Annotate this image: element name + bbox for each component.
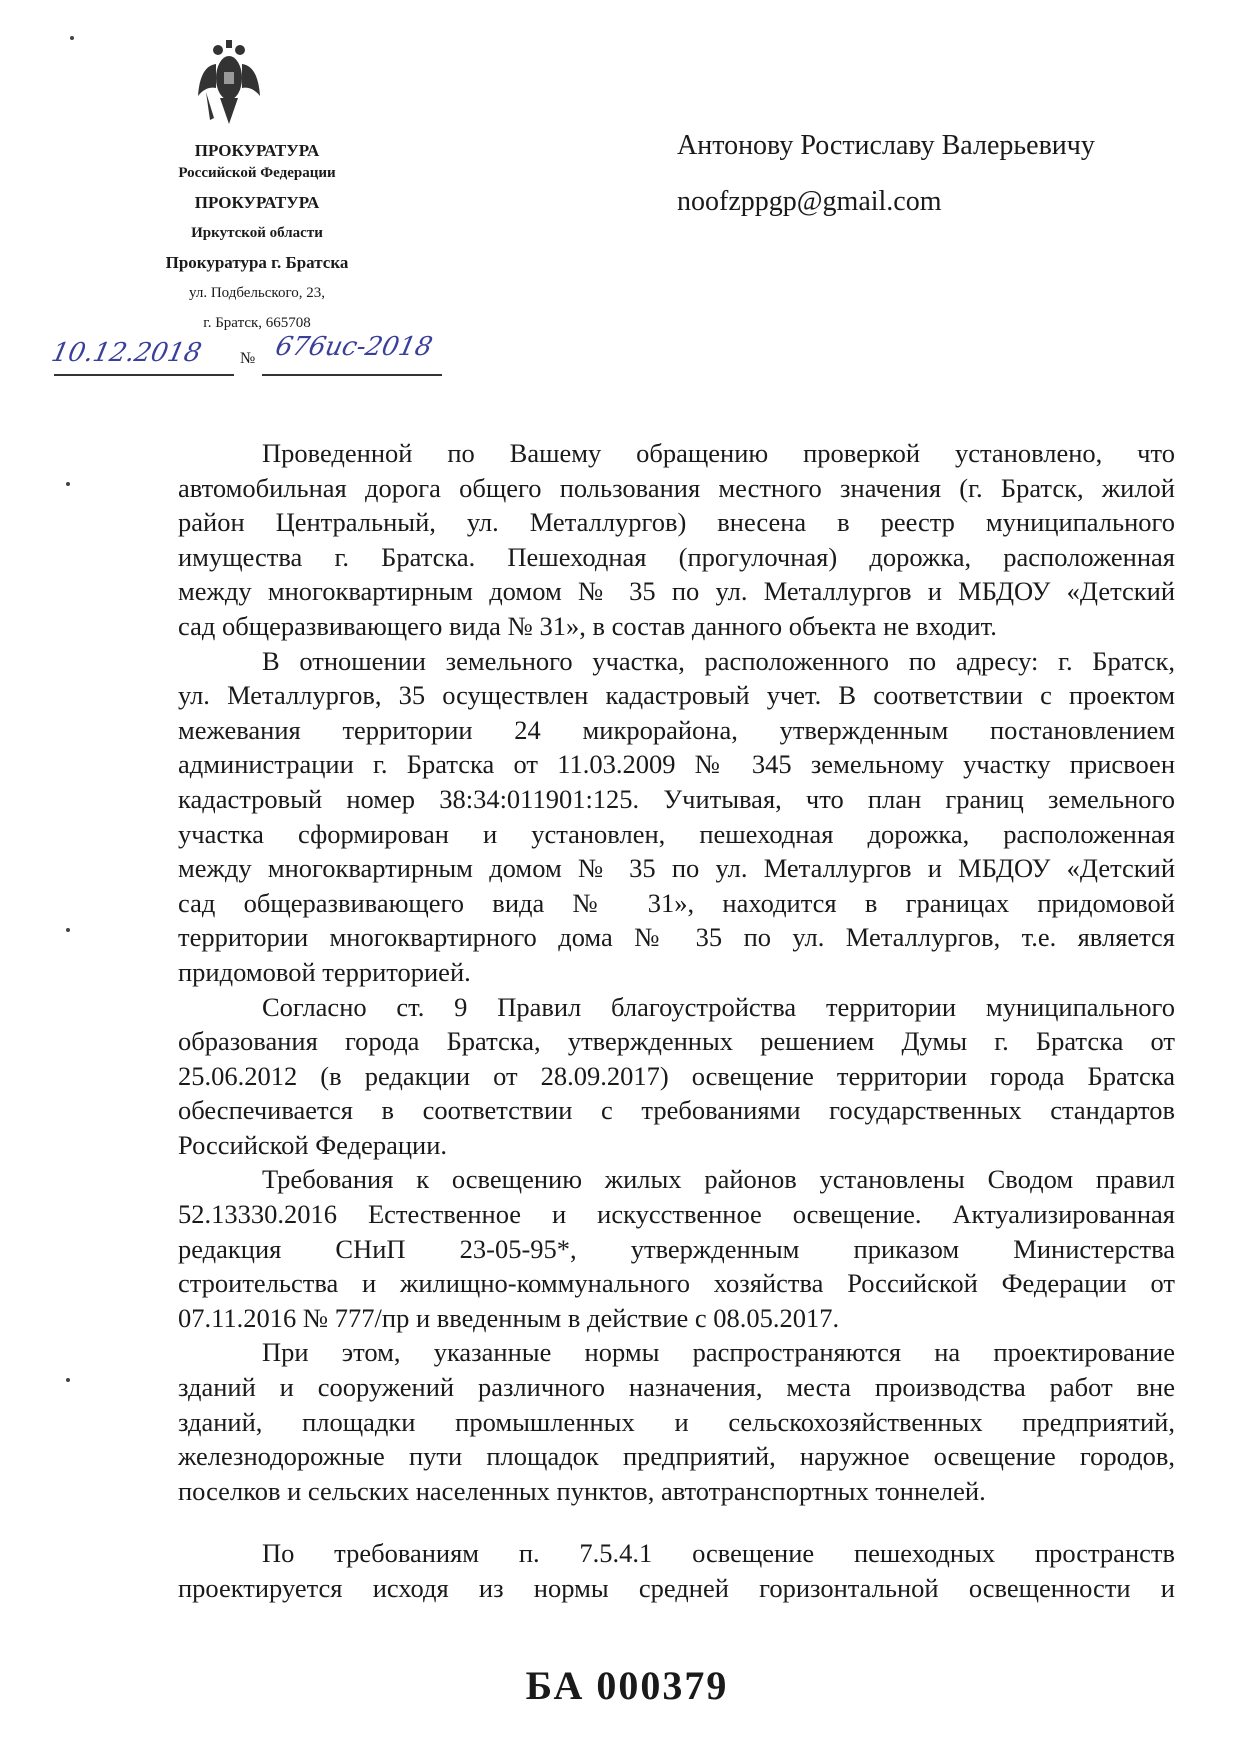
body-text-line: участка сформирован и установлен, пешеходная дорожка, расположенная	[178, 818, 1175, 849]
handwritten-date: 10.12.2018	[48, 338, 205, 368]
letterhead-address: ул. Подбельского, 23,	[189, 285, 325, 301]
body-text-line: образования города Братска, утвержденных решением Думы г. Братска от	[178, 1026, 1175, 1057]
body-text-line: строительства и жилищно-коммунального хозяйства Российской Федерации от	[178, 1268, 1175, 1299]
body-text-line: зданий, площадки промышленных и сельскохозяйственных предприятий,	[178, 1406, 1175, 1437]
letter-continuation	[178, 1536, 1175, 1605]
body-text-line: придомовой территорией.	[178, 956, 471, 987]
body-text-line: администрации г. Братска от 11.03.2009 № 345 земельному участку присвоен	[178, 749, 1175, 780]
recipient-email: noofzppgp@gmail.com	[677, 186, 942, 217]
body-text-line: ул. Металлургов, 35 осуществлен кадастровый учет. В соответствии с проектом	[178, 680, 1175, 711]
body-text-line: В отношении земельного участка, расположенного по адресу: г. Братск,	[262, 645, 1175, 676]
body-text-line: Согласно ст. 9 Правил благоустройства территории муниципального	[262, 991, 1175, 1022]
body-text-line: между многоквартирным домом № 35 по ул. Металлургов и МБДОУ «Детский	[178, 853, 1175, 884]
number-underline	[262, 374, 442, 376]
body-text-line: сад общеразвивающего вида № 31», в состав данного объекта не входит.	[178, 610, 997, 641]
letterhead-address: г. Братск, 665708	[203, 315, 311, 331]
body-text-line: редакция СНиП 23-05-95*, утвержденным приказом Министерства	[178, 1233, 1175, 1264]
body-text-line: территории многоквартирного дома № 35 по ул. Металлургов, т.е. является	[178, 922, 1175, 953]
body-text-line: сад общеразвивающего вида № 31», находится в границах придомовой	[178, 887, 1175, 918]
body-text-line: 52.13330.2016 Естественное и искусственное освещение. Актуализированная	[178, 1199, 1175, 1230]
body-text-line: 07.11.2016 № 777/пр и введенным в действие с 08.05.2017.	[178, 1302, 840, 1333]
scan-speck	[70, 36, 74, 40]
letterhead-line: Иркутской области	[191, 225, 323, 241]
body-text-line: зданий и сооружений различного назначения, места производства работ вне	[178, 1372, 1175, 1403]
scan-speck	[66, 928, 70, 932]
body-text-line: кадастровый номер 38:34:011901:125. Учитывая, что план границ земельного	[178, 783, 1175, 814]
body-text-line: имущества г. Братска. Пешеходная (прогулочная) дорожка, расположенная	[178, 541, 1175, 572]
body-text-line: проектируется исходя из нормы средней горизонтальной освещенности и	[178, 1572, 1175, 1603]
body-text-line: обеспечивается в соответствии с требованиями государственных стандартов	[178, 1095, 1175, 1126]
letterhead-line: Российской Федерации	[178, 165, 336, 181]
sender-letterhead	[132, 140, 382, 334]
body-text-line: между многоквартирным домом № 35 по ул. Металлургов и МБДОУ «Детский	[178, 576, 1175, 607]
scan-speck	[66, 482, 70, 486]
body-text-line: Требования к освещению жилых районов установлены Сводом правил	[262, 1164, 1175, 1195]
date-underline	[54, 374, 234, 376]
coat-of-arms-emblem	[196, 36, 262, 126]
handwritten-number: 676ис-2018	[272, 332, 436, 362]
body-text-line: Проведенной по Вашему обращению проверкой установлено, что	[262, 438, 1175, 468]
body-text-line: поселков и сельских населенных пунктов, автотранспортных тоннелей.	[178, 1475, 986, 1506]
scan-speck	[66, 1378, 70, 1382]
letterhead-line: ПРОКУРАТУРА	[194, 141, 320, 160]
document-serial-stamp: БА 000379	[525, 1663, 729, 1708]
recipient-name: Антонову Ростиславу Валерьевичу	[677, 130, 1095, 161]
body-text-line: Российской Федерации.	[178, 1129, 447, 1160]
body-text-line: 25.06.2012 (в редакции от 28.09.2017) освещение территории города Братска	[178, 1060, 1175, 1091]
body-text-line: межевания территории 24 микрорайона, утвержденным постановлением	[178, 714, 1175, 745]
letterhead-line: ПРОКУРАТУРА	[194, 193, 320, 212]
letterhead-line: Прокуратура г. Братска	[165, 253, 349, 272]
body-text-line: автомобильная дорога общего пользования местного значения (г. Братск, жилой	[178, 472, 1175, 503]
body-text-line: железнодорожные пути площадок предприятий, наружное освещение городов,	[178, 1441, 1175, 1472]
letter-body	[178, 436, 1175, 1508]
number-sign: №	[240, 350, 256, 367]
recipient-block	[677, 118, 1095, 230]
body-text-line: При этом, указанные нормы распространяются на проектирование	[262, 1337, 1175, 1368]
body-text-line: По требованиям п. 7.5.4.1 освещение пешеходных пространств	[262, 1538, 1175, 1568]
body-text-line: район Центральный, ул. Металлургов) внесена в реестр муниципального	[178, 507, 1175, 538]
